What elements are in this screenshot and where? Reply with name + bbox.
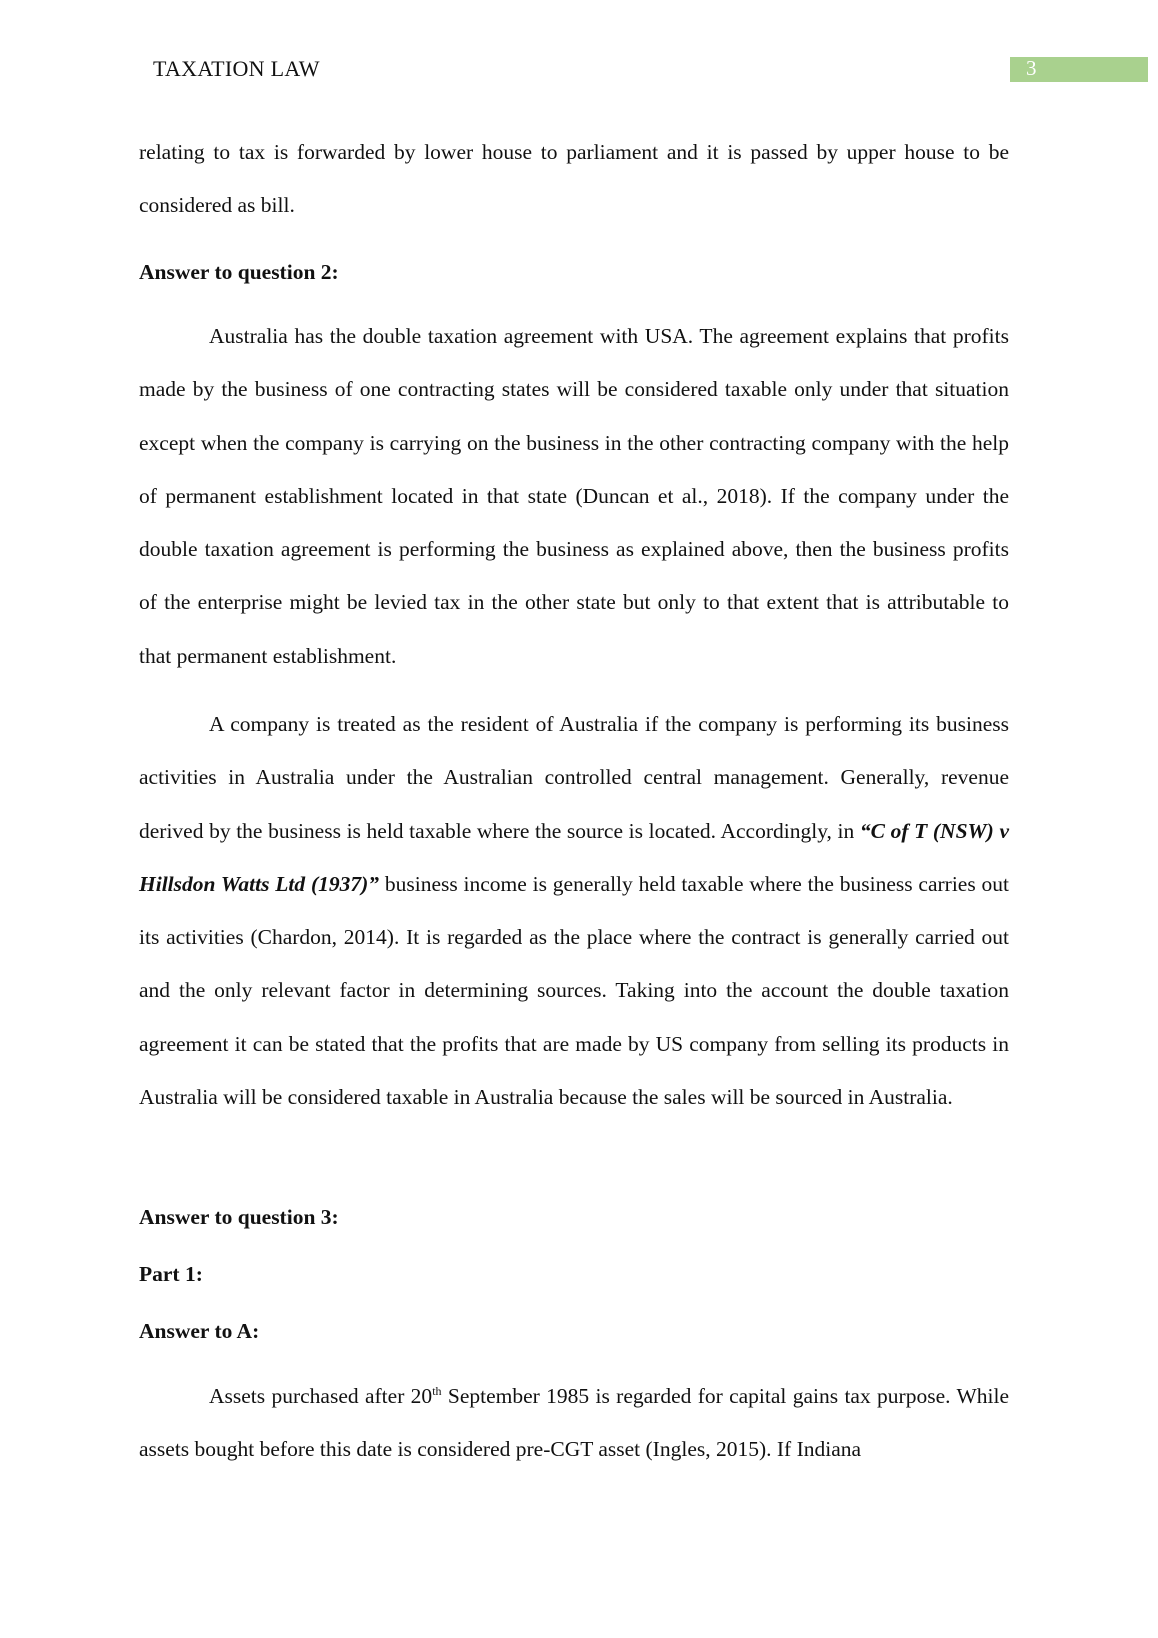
cgt-text-part-1: Assets purchased after 20 bbox=[209, 1384, 433, 1408]
residency-text-part-1: A company is treated as the resident of Australia if the company is performing its business activities in Australia under the Australian controlled central management. Generally, revenue derived by the business is held taxable where the source is located. Accordingly, in bbox=[139, 712, 1009, 843]
residency-text-part-2: business income is generally held taxable where the business carries out its activities (Chardon, 2014). It is regarded as the place where the contract is generally carried out and the only relevant factor in determining sources. Taking into the account the double taxation agreement it can be stated that the profits that are made by US company from selling its products in Australia will be considered taxable in Australia because the sales will be sourced in Australia. bbox=[139, 871, 1010, 1110]
heading-answer-a: Answer to A: bbox=[139, 1319, 260, 1343]
running-header-title: TAXATION LAW bbox=[153, 56, 320, 81]
paragraph-continuation: relating to tax is forwarded by lower house to parliament and it is passed by upper house to be considered as bill. bbox=[139, 140, 1009, 218]
heading-question-3: Answer to question 3: bbox=[139, 1205, 339, 1229]
page-number: 3 bbox=[1026, 56, 1037, 80]
heading-part-1: Part 1: bbox=[139, 1262, 203, 1286]
heading-question-2: Answer to question 2: bbox=[139, 260, 339, 284]
cgt-text-part-2: September 1985 is regarded for capital gains tax purpose. While assets bought before this date is considered pre-CGT asset (Ingles, 2015). If Indiana bbox=[139, 1384, 1009, 1462]
paragraph-double-taxation: Australia has the double taxation agreement with USA. The agreement explains that profits made by the business of one contracting states will be considered taxable only under that situation except when the company is carrying on the business in the other contracting company with the help of permanent establishment located in that state (Duncan et al., 2018). If the company under the double taxation agreement is performing the business as explained above, then the business profits of the enterprise might be levied tax in the other state but only to that extent that is attributable to that permanent establishment. bbox=[139, 324, 1009, 668]
case-citation: “C of T (NSW) v Hillsdon Watts Ltd (1937)” bbox=[139, 818, 1009, 896]
paragraph-residency bbox=[139, 698, 1009, 1124]
paragraph-cgt bbox=[139, 1370, 1009, 1477]
page-number-badge bbox=[1010, 57, 1148, 82]
ordinal-superscript: th bbox=[432, 1383, 442, 1398]
